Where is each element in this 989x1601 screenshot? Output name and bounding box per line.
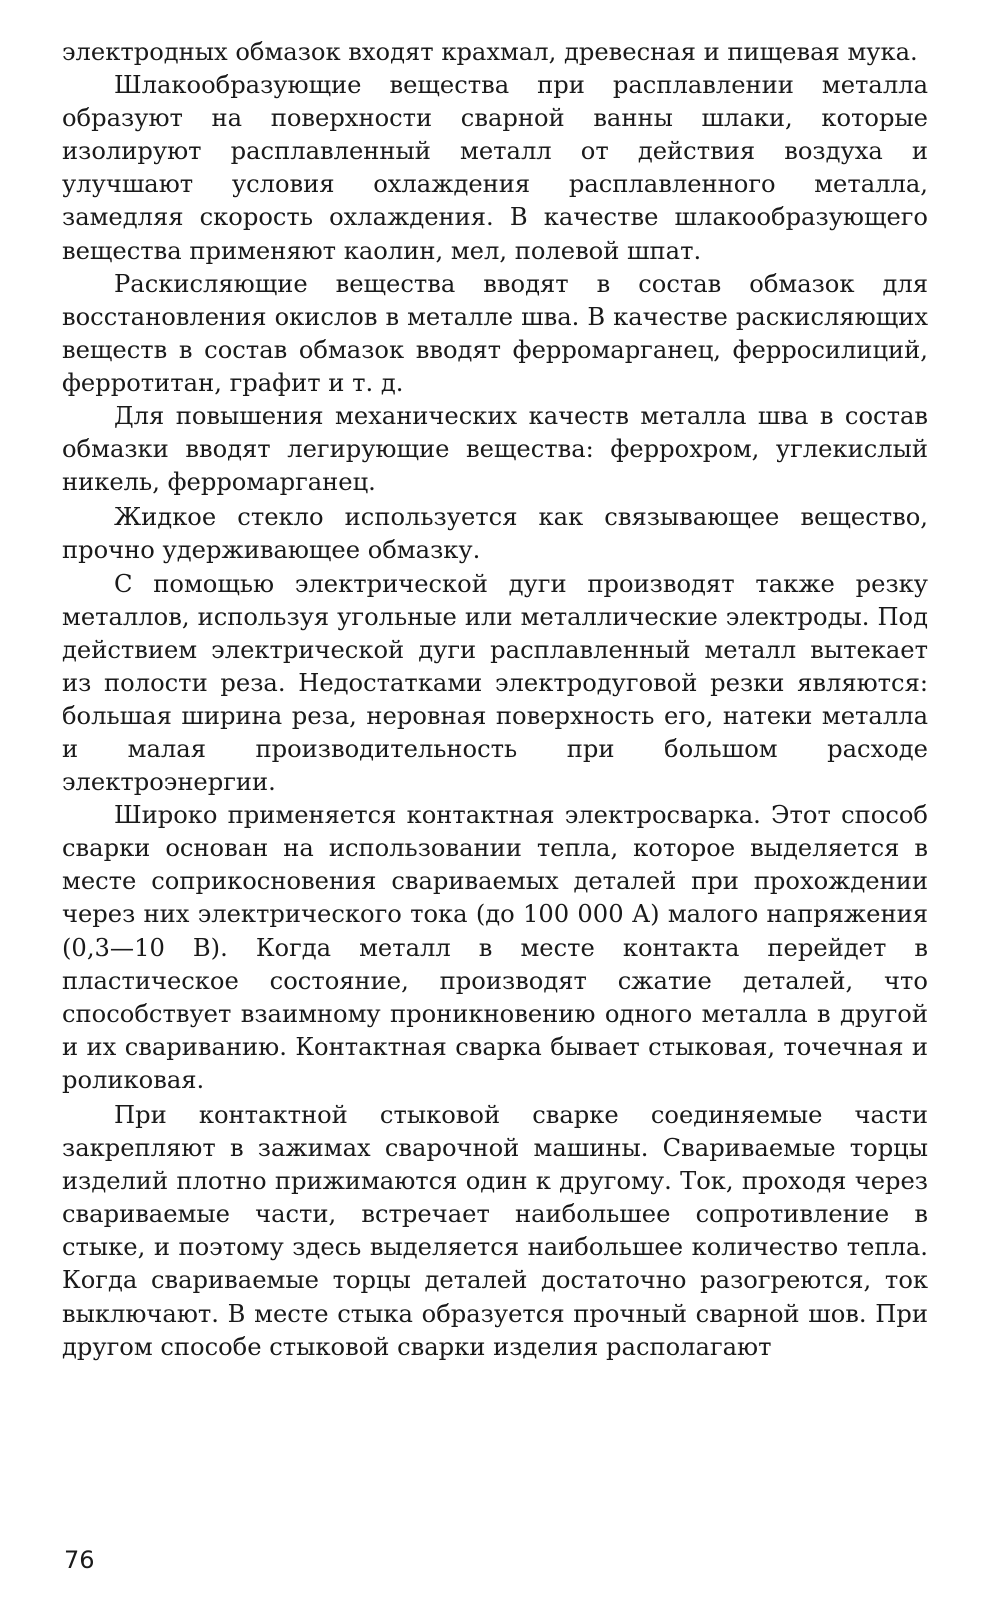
page-number: 76 (64, 1546, 95, 1574)
paragraph-4: Для повышения механических качеств металла шва в состав обмазки вводят легирующие вещества: феррохром, углекислый никель, ферромарганец. (62, 402, 928, 497)
paragraph-7: Широко применяется контактная электросварка. Этот способ сварки основан на использовании тепла, которое выделяется в месте соприкосновения свариваемых деталей при прохождении через них электрического тока (до 100 000 А) малого напряжения (0,3—10 В). Когда металл в месте контакта перейдет в пластическое состояние, производят сжатие деталей, что способствует взаимному проникновению одного металла в другой и их свариванию. Контактная сварка бывает стыковая, точечная и роликовая. (62, 801, 928, 1094)
page-body (62, 36, 928, 1516)
paragraph-2: Шлакообразующие вещества при расплавлении металла образуют на поверхности сварной ванны шлаки, которые изолируют расплавленный металл от действия воздуха и улучшают условия охлаждения расплавленного металла, замедляя скорость охлаждения. В качестве шлакообразующего вещества применяют каолин, мел, полевой шпат. (62, 71, 928, 265)
paragraph-6: С помощью электрической дуги производят также резку металлов, используя угольные или металлические электроды. Под действием электрической дуги расплавленный металл вытекает из полости реза. Недостатками электродуговой резки являются: большая ширина реза, неровная поверхность его, натеки металла и малая производительность при большом расходе электроэнергии. (62, 569, 928, 797)
paragraph-1: электродных обмазок входят крахмал, древесная и пищевая мука. (62, 38, 918, 66)
paragraph-5: Жидкое стекло используется как связывающее вещество, прочно удерживающее обмазку. (62, 503, 928, 565)
paragraph-8: При контактной стыковой сварке соединяемые части закрепляют в зажимах сварочной машины. Свариваемые торцы изделий плотно прижимаются один к другому. Ток, проходя через свариваемые части, встречает наибольшее сопротивление в стыке, и поэтому здесь выделяется наибольшее количество тепла. Когда свариваемые торцы деталей достаточно разогреются, ток выключают. В месте стыка образуется прочный сварной шов. При другом способе стыковой сварки изделия располагают (62, 1101, 928, 1361)
paragraph-3: Раскисляющие вещества вводят в состав обмазок для восстановления окислов в металле шва. В качестве раскисляющих веществ в состав обмазок вводят ферромарганец, ферросилиций, ферротитан, графит и т. д. (62, 269, 928, 397)
